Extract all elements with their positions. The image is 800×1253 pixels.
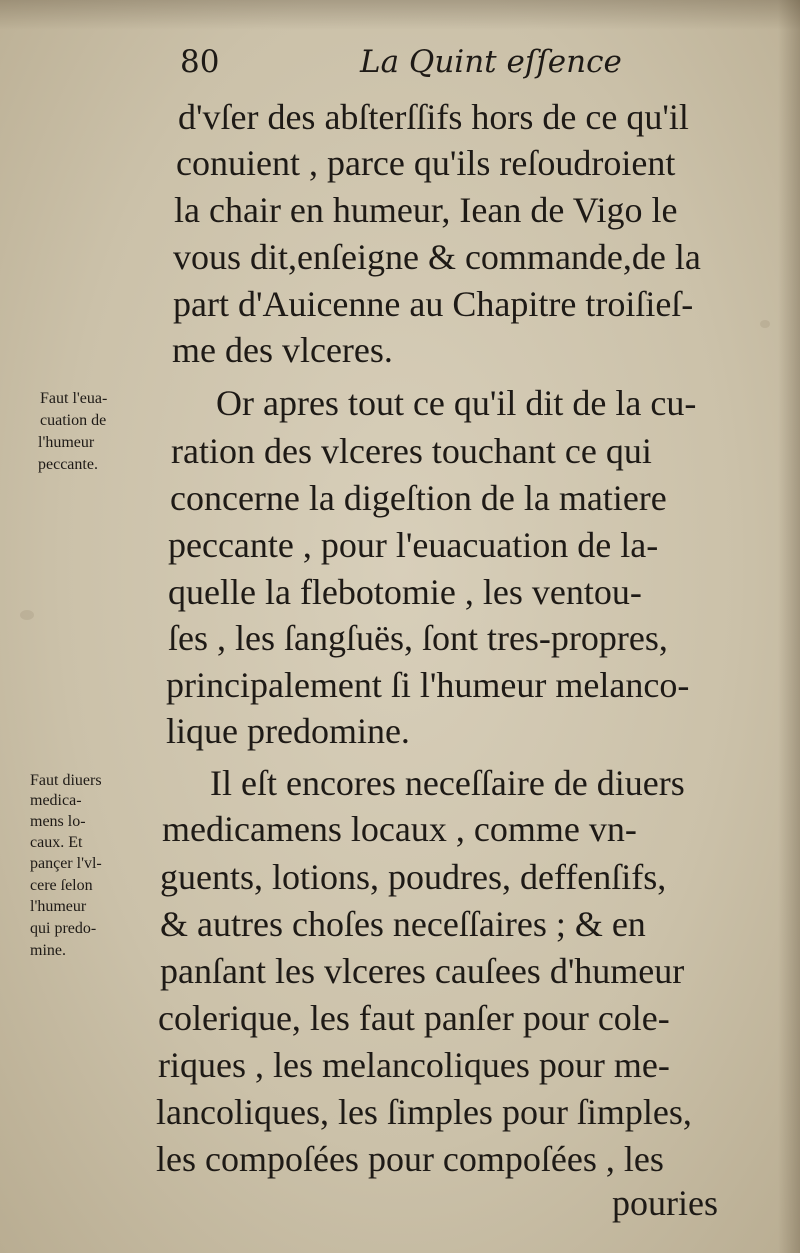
page-top-shadow xyxy=(0,0,800,30)
text-line: panſant les vlceres cauſees d'humeur xyxy=(160,951,685,991)
text-line: part d'Auicenne au Chapitre troiſieſ- xyxy=(173,284,694,324)
margin-note-line: medica- xyxy=(30,792,82,809)
margin-note-line: cuation de xyxy=(40,412,107,429)
text-line: riques , les melancoliques pour me- xyxy=(158,1045,670,1085)
text-line: vous dit,enſeigne & commande,de la xyxy=(173,237,701,277)
paper-stain xyxy=(760,320,770,328)
running-header xyxy=(180,44,640,90)
text-line: & autres choſes neceſſaires ; & en xyxy=(160,904,646,944)
margin-note-line: caux. Et xyxy=(30,834,83,851)
paper-stain xyxy=(20,610,34,620)
text-line: conuient , parce qu'ils reſoudroient xyxy=(176,143,676,183)
margin-note-line: cere ſelon xyxy=(30,877,93,894)
text-line: peccante , pour l'euacuation de la- xyxy=(168,525,659,565)
text-line: medicamens locaux , comme vn- xyxy=(162,809,637,849)
margin-note-line: mine. xyxy=(30,942,66,959)
text-line: me des vlceres. xyxy=(172,330,393,370)
margin-note-line: l'humeur xyxy=(38,434,95,451)
text-line: Or apres tout ce qu'il dit de la cu- xyxy=(216,383,697,423)
text-line: Il eſt encores neceſſaire de diuers xyxy=(210,763,685,803)
margin-note-line: Faut l'eua- xyxy=(40,390,108,407)
text-line: colerique, les faut panſer pour cole- xyxy=(158,998,670,1038)
catchword: pouries xyxy=(612,1183,718,1223)
margin-note-line: pançer l'vl- xyxy=(30,855,102,872)
page-edge-shadow xyxy=(778,0,800,1253)
text-line: guents, lotions, poudres, deffenſifs, xyxy=(160,857,667,897)
text-line: les compoſées pour compoſées , les xyxy=(156,1139,664,1179)
margin-note-line: l'humeur xyxy=(30,898,87,915)
running-title: La Quint eſſence xyxy=(360,44,622,80)
margin-note-line: Faut diuers xyxy=(30,772,102,789)
margin-note-line: qui predo- xyxy=(30,920,97,937)
text-line: principalement ſi l'humeur melanco- xyxy=(166,665,690,705)
text-line: quelle la flebotomie , les ventou- xyxy=(168,572,642,612)
text-line: lancoliques, les ſimples pour ſimples, xyxy=(156,1092,692,1132)
margin-note-line: mens lo- xyxy=(30,813,86,830)
margin-note-line: peccante. xyxy=(38,456,98,473)
text-line: lique predomine. xyxy=(166,711,410,751)
page-number: 80 xyxy=(180,44,220,80)
text-line: ſes , les ſangſuës, ſont tres-propres, xyxy=(168,618,668,658)
text-line: concerne la digeſtion de la matiere xyxy=(170,478,667,518)
text-line: ration des vlceres touchant ce qui xyxy=(171,431,652,471)
text-line: la chair en humeur, Iean de Vigo le xyxy=(174,190,678,230)
text-line: d'vſer des abſterſſifs hors de ce qu'il xyxy=(178,97,689,137)
